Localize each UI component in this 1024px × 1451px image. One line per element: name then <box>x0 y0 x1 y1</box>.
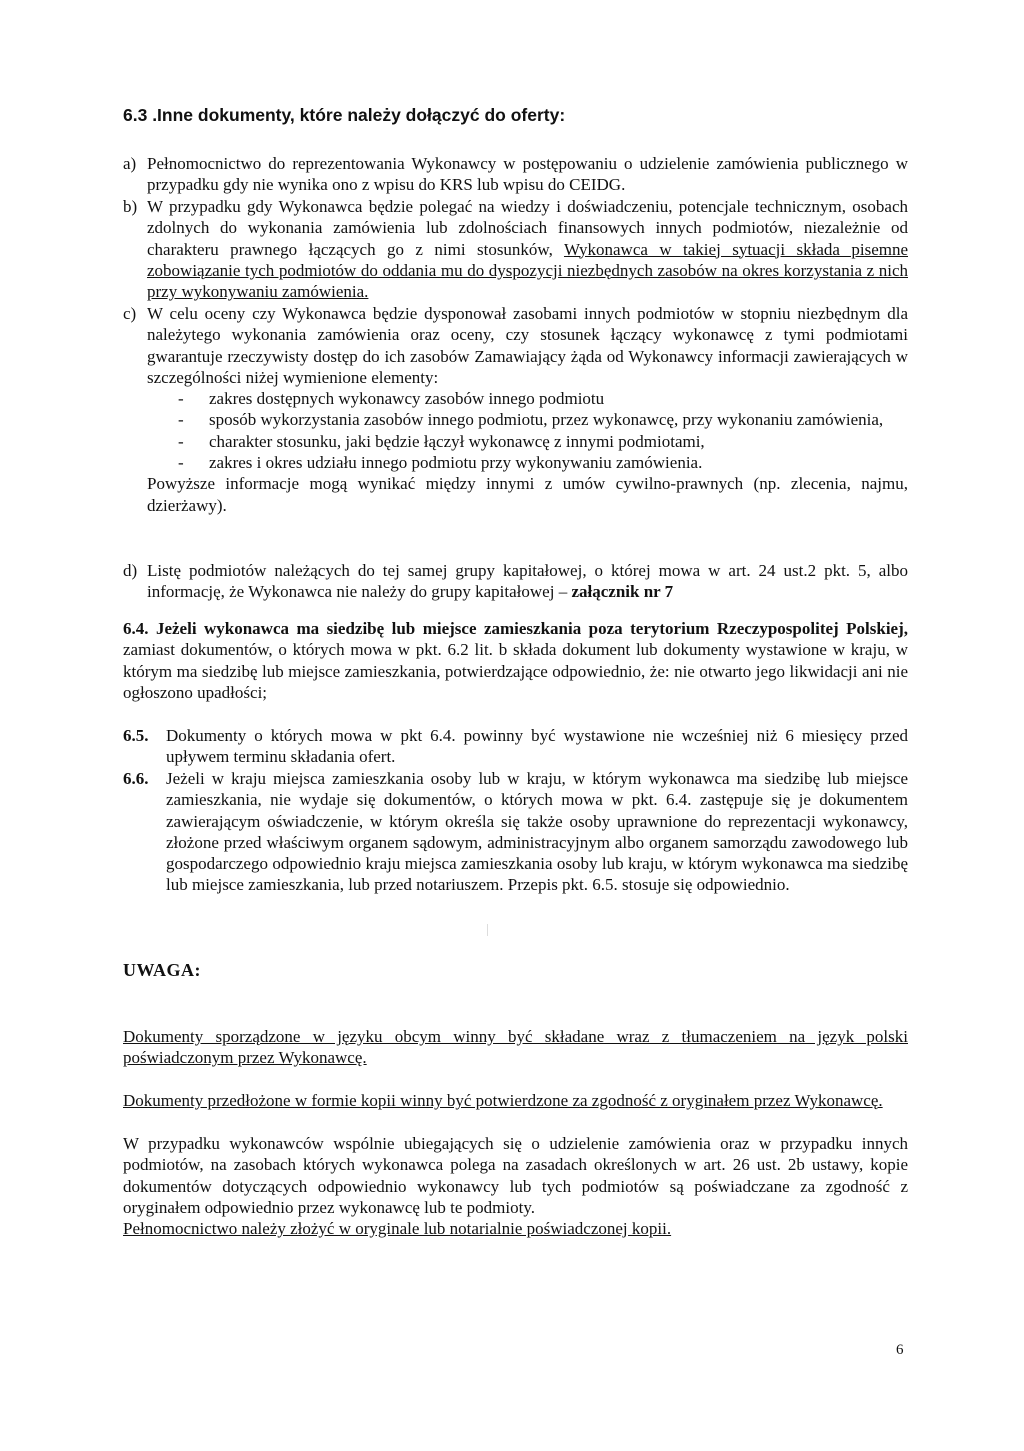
item-label: b) <box>123 197 138 216</box>
item-label: a) <box>123 154 137 173</box>
note-joint-contractors: W przypadku wykonawców wspólnie ubiegających się o udzielenie zamówienia oraz w przypadku innych podmiotów, na zasobach których wykonawca polega na zasadach określonych w art. 26 ust. 2b ustawy, kopie dokumentów dotyczących odpowiednio wykonawcy lub tych podmiotów są poświadczane za zgodność z oryginałem odpowiednio przez wykonawcę lub te podmioty. <box>123 1134 908 1217</box>
item-text <box>147 196 908 302</box>
dash-bullet: - <box>178 410 184 430</box>
section-number: 6.5. <box>123 726 149 745</box>
item-label: c) <box>123 304 137 323</box>
note-copies: Dokumenty przedłożone w formie kopii winny być potwierdzone za zgodność z oryginałem przez Wykonawcę. <box>123 1091 883 1110</box>
list-item-c <box>123 303 908 516</box>
item-text <box>147 560 908 603</box>
section-6-4-text: zamiast dokumentów, o których mowa w pkt. 6.2 lit. b składa dokument lub dokumenty wystawione w kraju, w którym ma siedzibę lub miejsce zamieszkania, potwierdzające odpowiednio, że: nie otwarto jego likwidacji ani nie ogłoszono upadłości; <box>123 640 908 702</box>
section-6-6 <box>123 768 908 896</box>
dash-item-text: sposób wykorzystania zasobów innego podmiotu, przez wykonawcę, przy wykonaniu zamówienia, <box>209 410 884 430</box>
dash-bullet: - <box>178 431 184 451</box>
scan-speck <box>487 924 488 936</box>
item-intro: W celu oceny czy Wykonawca będzie dysponował zasobami innych podmiotów w stopniu niezbędnym dla należytego wykonania zamówienia oraz oceny, czy stosunek łączący wykonawcę z tymi podmiotami gwarantuje rzeczywisty dostęp do ich zasobów Zamawiający żąda od Wykonawcy informacji zawierających w szczególności niżej wymienione elementy: <box>147 304 908 387</box>
item-text-underlined: Wykonawca w takiej sytuacji składa pisemne zobowiązanie tych podmiotów do oddania mu do dyspozycji niezbędnych zasobów na okres korzystania z nich przy wykonywaniu zamówienia. <box>147 239 909 302</box>
section-6-4 <box>123 618 908 703</box>
dash-bullet: - <box>178 389 184 409</box>
note-translation: Dokumenty sporządzone w języku obcym winny być składane wraz z tłumaczeniem na język polski poświadczonym przez Wykonawcę. <box>123 1027 908 1068</box>
item-after: Powyższe informacje mogą wynikać między innymi z umów cywilno-prawnych (np. zlecenia, najmu, dzierżawy). <box>147 474 908 515</box>
item-text-plain: Listę podmiotów należących do tej samej grupy kapitałowej, o której mowa w art. 24 ust.2 pkt. 5, albo informację, że Wykonawca nie należy do grupy kapitałowej – <box>147 561 908 602</box>
item-text: Pełnomocnictwo do reprezentowania Wykonawcy w postępowaniu o udzielenie zamówienia publicznego w przypadku gdy nie wynika ono z wpisu do KRS lub wpisu do CEIDG. <box>147 154 908 195</box>
dash-list-item <box>147 388 908 409</box>
attachment-ref: załącznik nr 7 <box>571 582 674 602</box>
note-power-of-attorney: Pełnomocnictwo należy złożyć w oryginale lub notarialnie poświadczonej kopii. <box>123 1219 672 1238</box>
dash-item-text: zakres dostępnych wykonawcy zasobów innego podmiotu <box>209 389 605 409</box>
item-label: d) <box>123 561 138 580</box>
section-heading: 6.3 .Inne dokumenty, które należy dołączyć do oferty: <box>123 105 566 125</box>
dash-list-item <box>147 452 908 473</box>
list-item-a <box>123 153 908 196</box>
item-text-plain: W przypadku gdy Wykonawca będzie polegać na wiedzy i doświadczeniu, potencjale technicznym, osobach zdolnych do wykonania zamówienia lub zdolnościach finansowych innych podmiotów, niezależnie od charakteru prawnego łączących go z nimi stosunków, <box>147 197 908 259</box>
section-6-4-bold: 6.4. Jeżeli wykonawca ma siedzibę lub miejsce zamieszkania poza terytorium Rzeczypospolitej Polskiej, <box>123 619 908 638</box>
dash-list-item <box>147 409 908 430</box>
uwaga-heading: UWAGA: <box>123 960 201 980</box>
list-item-d <box>123 560 908 603</box>
list-item-b <box>123 196 908 302</box>
dash-item-text: charakter stosunku, jaki będzie łączył wykonawcę z innymi podmiotami, <box>209 431 705 451</box>
dash-list-item <box>147 431 908 452</box>
dash-bullet: - <box>178 453 184 473</box>
item-text <box>147 303 908 516</box>
dash-list <box>147 388 908 473</box>
dash-item-text: zakres i okres udziału innego podmiotu przy wykonywaniu zamówienia. <box>209 453 703 473</box>
section-text: Jeżeli w kraju miejsca zamieszkania osoby lub w kraju, w którym wykonawca ma siedzibę lub miejsce zamieszkania, nie wydaje się dokumentów, o których mowa w pkt. 6.4. zastępuje się je dokumentem zawierającym oświadczenie, w którym określa się także osoby uprawnione do reprezentacji wykonawcy, złożone przed właściwym organem sądowym, administracyjnym albo organem samorządu zawodowego lub gospodarczego odpowiednio kraju miejsca zamieszkania osoby lub kraju, w którym wykonawca ma siedzibę lub miejsce zamieszkania, lub przed notariuszem. Przepis pkt. 6.5. stosuje się odpowiednio. <box>166 769 908 895</box>
page-number: 6 <box>896 1342 904 1358</box>
section-6-5 <box>123 725 908 768</box>
section-number: 6.6. <box>123 769 149 788</box>
section-text: Dokumenty o których mowa w pkt 6.4. powinny być wystawione nie wcześniej niż 6 miesięcy przed upływem terminu składania ofert. <box>166 726 908 767</box>
